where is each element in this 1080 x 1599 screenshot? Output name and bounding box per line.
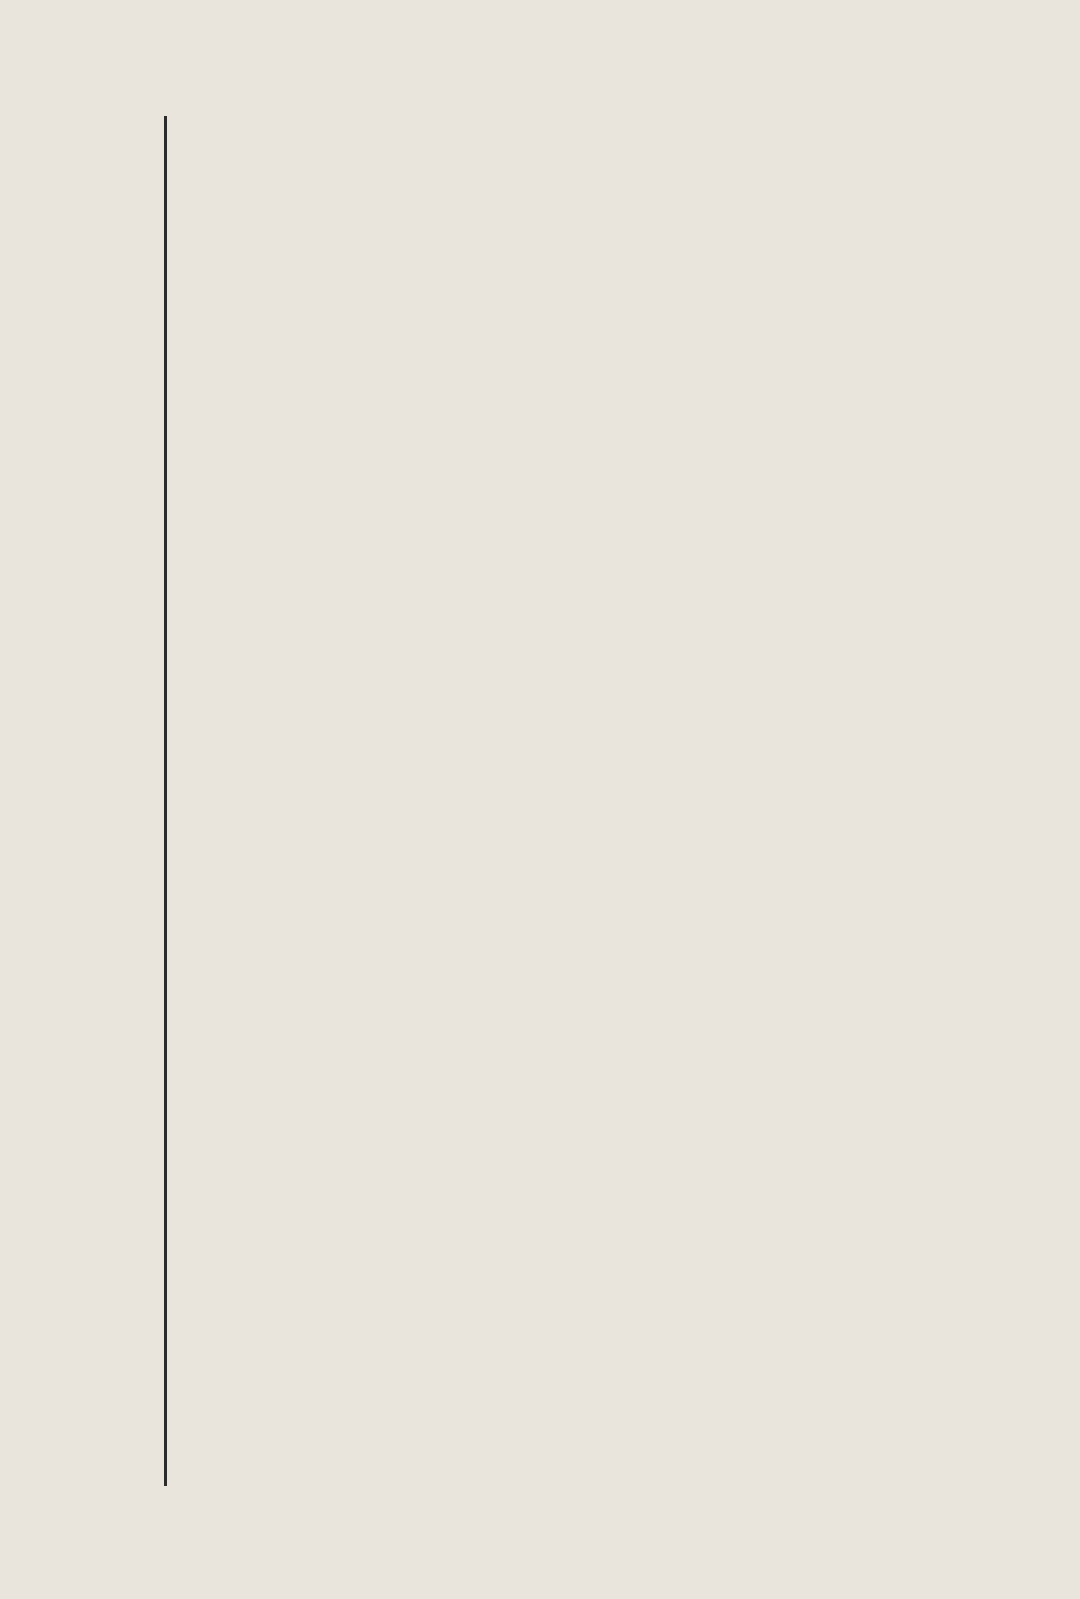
attendance-grid bbox=[0, 0, 1080, 1599]
